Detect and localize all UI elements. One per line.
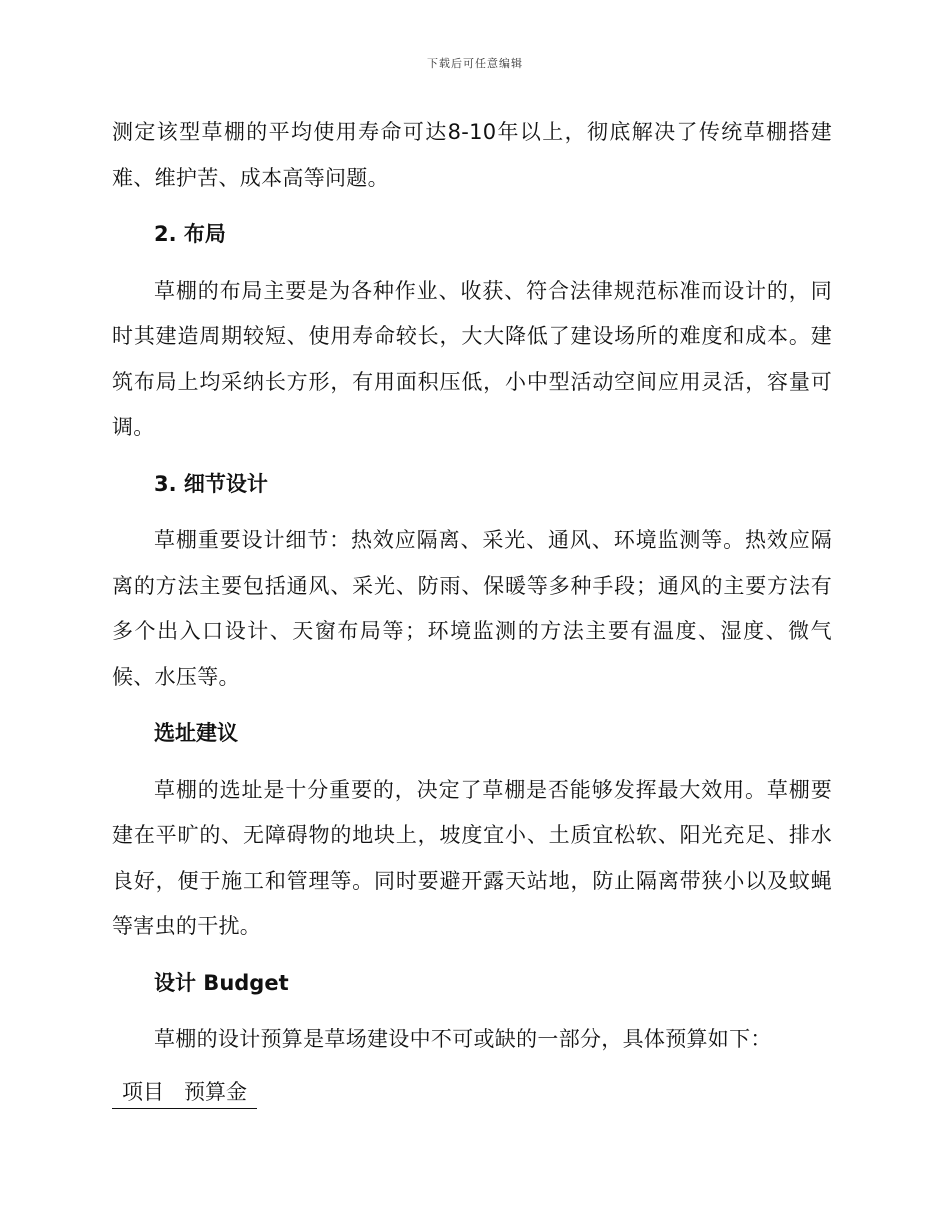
paragraph-budget: 草棚的设计预算是草场建设中不可或缺的一部分，具体预算如下： bbox=[154, 1027, 772, 1051]
heading-budget: 设计 Budget bbox=[154, 970, 289, 995]
budget-table-header-item: 项目 bbox=[112, 1076, 174, 1109]
heading-layout: 2. 布局 bbox=[154, 222, 226, 246]
budget-table-header-row bbox=[112, 1076, 257, 1109]
page-header-note: 下载后可任意编辑 bbox=[427, 57, 523, 70]
budget-table bbox=[112, 1076, 257, 1109]
heading-site-selection: 选址建议 bbox=[154, 721, 238, 745]
document-body bbox=[112, 110, 832, 1109]
budget-table-header-amount: 预算金 bbox=[174, 1076, 257, 1109]
paragraph-detail-design: 草棚重要设计细节：热效应隔离、采光、通风、环境监测等。热效应隔离的方法主要包括通风、采光、防雨、保暖等多种手段；通风的主要方法有多个出入口设计、天窗布局等；环境监测的方法主要有温度、湿度、微气候、水压等。 bbox=[112, 528, 832, 689]
paragraph-layout: 草棚的布局主要是为各种作业、收获、符合法律规范标准而设计的，同时其建造周期较短、使用寿命较长，大大降低了建设场所的难度和成本。建筑布局上均采纳长方形，有用面积压低，小中型活动空间应用灵活，容量可调。 bbox=[112, 278, 832, 439]
paragraph-site-selection: 草棚的选址是十分重要的，决定了草棚是否能够发挥最大效用。草棚要建在平旷的、无障碍物的地块上，坡度宜小、土质宜松软、阳光充足、排水良好，便于施工和管理等。同时要避开露天站地，防止隔离带狭小以及蚊蝇等害虫的干扰。 bbox=[112, 777, 832, 938]
paragraph-intro: 测定该型草棚的平均使用寿命可达8-10年以上，彻底解决了传统草棚搭建难、维护苦、成本高等问题。 bbox=[112, 120, 832, 190]
heading-detail-design: 3. 细节设计 bbox=[154, 471, 268, 496]
